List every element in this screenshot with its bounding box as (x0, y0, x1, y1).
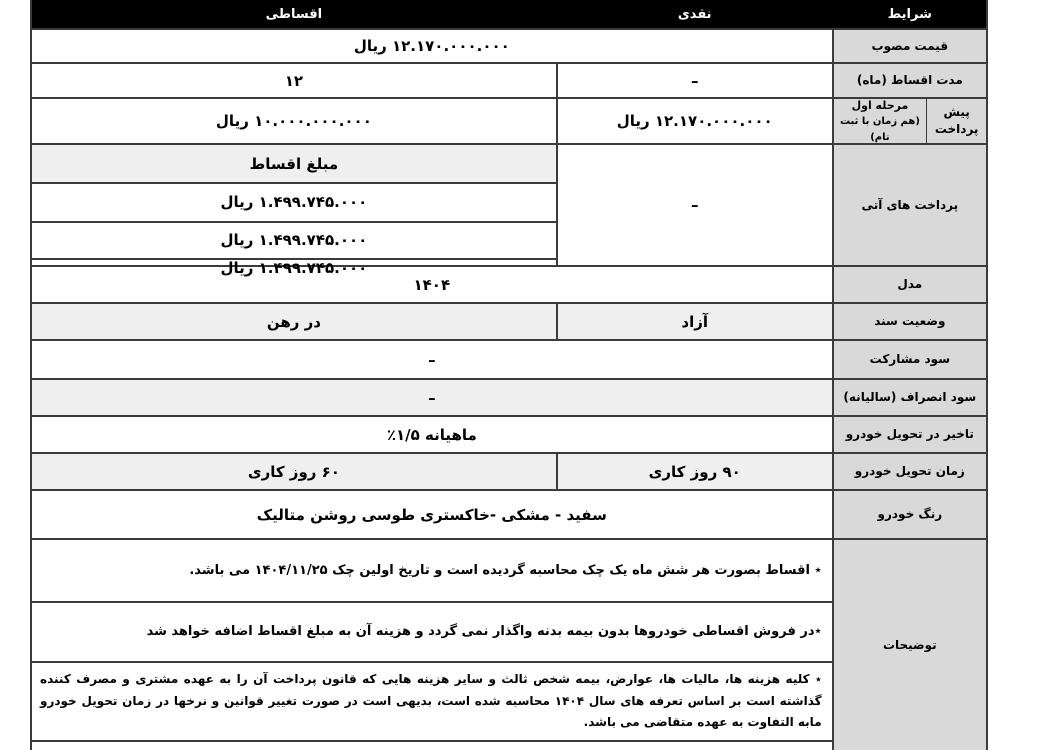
future-payments-label: پرداخت های آتی (832, 145, 986, 265)
note-3-text: ٭ کلیه هزینه ها، مالیات ها، عوارض، بیمه شخص ثالث و سایر هزینه هایی که قانون پرداخت آن را به عهده مشتری و مصرف کننده گذاشته است بر اساس تعرفه های سال ۱۴۰۴ محاسبه شده است، بدیهی است در صورت تغییر قوانین و نرخها در زمان تحویل خودرو مابه التفاوت به عهده متقاضی می باشد. (40, 672, 822, 730)
future-payments-installment-stack (32, 145, 556, 277)
delivery-time-installment-value: ۶۰ روز کاری (32, 454, 556, 489)
down-payment-installment-value: ۱۰.۰۰۰.۰۰۰.۰۰۰ ریال (215, 112, 372, 130)
row-delivery-time (32, 452, 986, 489)
future-payments-cash-value: – (556, 145, 832, 265)
future-payment-amount-3-clipped (32, 258, 556, 277)
row-document-status (32, 302, 986, 339)
note-1-text: ٭ اقساط بصورت هر شش ماه یک چک محاسبه گردیده است و تاریخ اولین چک ۱۴۰۴/۱۱/۲۵ می باشد. (189, 563, 822, 578)
row-notes (32, 538, 986, 750)
approved-price-label: قیمت مصوب (832, 30, 986, 62)
document-status-cash-value: آزاد (556, 304, 832, 339)
model-label: مدل (832, 267, 986, 302)
cancellation-profit-value: – (32, 380, 832, 415)
column-header-terms: شرایط (832, 0, 986, 28)
model-value: ۱۴۰۴ (413, 275, 451, 294)
delivery-delay-label: تاخیر در تحویل خودرو (832, 417, 986, 452)
approved-price-value: ۱۲.۱۷۰.۰۰۰.۰۰۰ ریال (353, 37, 510, 55)
future-payment-amount-1: ۱.۴۹۹.۷۴۵.۰۰۰ ریال (32, 182, 556, 220)
row-installment-months (32, 62, 986, 97)
document-status-label: وضعیت سند (832, 304, 986, 339)
note-row-3 (32, 661, 832, 740)
delivery-time-cash-value: ۹۰ روز کاری (556, 454, 832, 489)
note-2-text: ٭در فروش اقساطی خودروها بدون بیمه بدنه واگذار نمی گردد و هزینه آن به مبلغ اقساط اضافه خواهد شد (146, 624, 822, 640)
table-header-row (32, 0, 986, 28)
delivery-time-label: زمان تحویل خودرو (832, 454, 986, 489)
row-future-payments (32, 143, 986, 277)
down-payment-stage-cell (832, 99, 927, 143)
row-partnership-profit (32, 339, 986, 378)
row-car-color (32, 489, 986, 538)
installment-months-cash-value: – (556, 64, 832, 97)
row-down-payment (32, 97, 986, 143)
partnership-profit-label: سود مشارکت (832, 341, 986, 378)
delivery-delay-value: ٪۱/۵ ماهیانه (386, 425, 477, 444)
future-payments-amount-header: مبلغ اقساط (32, 145, 556, 182)
partnership-profit-value: – (428, 350, 436, 369)
row-cancellation-profit (32, 378, 986, 415)
car-color-label: رنگ خودرو (832, 491, 986, 538)
column-header-installment: اقساطی (32, 0, 556, 28)
notes-stack (32, 540, 832, 750)
installment-months-installment-value: ۱۲ (284, 71, 304, 90)
down-payment-label: پیش پرداخت (926, 99, 986, 143)
row-delivery-delay (32, 415, 986, 452)
row-approved-price (32, 28, 986, 62)
note-row-1 (32, 540, 832, 601)
down-payment-stage-subtitle: (هم زمان با ثبت نام) (839, 116, 920, 143)
partial-cutoff-row (32, 740, 832, 750)
future-payment-amount-3-text: ۱.۴۹۹.۷۴۵.۰۰۰ ریال (220, 258, 368, 277)
down-payment-cash-value: ۱۲.۱۷۰.۰۰۰.۰۰۰ ریال (556, 99, 832, 143)
installment-months-label: مدت اقساط (ماه) (832, 64, 986, 97)
down-payment-stage-title: مرحله اول (851, 98, 909, 112)
document-status-installment-value: در رهن (32, 304, 556, 339)
cancellation-profit-label: سود انصراف (سالیانه) (832, 380, 986, 415)
future-payment-amount-2: ۱.۴۹۹.۷۴۵.۰۰۰ ریال (32, 221, 556, 258)
notes-label: توضیحات (832, 540, 986, 750)
row-model (32, 265, 986, 302)
column-header-cash: نقدی (556, 0, 832, 28)
note-row-2 (32, 601, 832, 660)
car-color-value: سفید - مشکی -خاکستری طوسی روشن متالیک (256, 505, 607, 524)
terms-table (30, 0, 988, 750)
